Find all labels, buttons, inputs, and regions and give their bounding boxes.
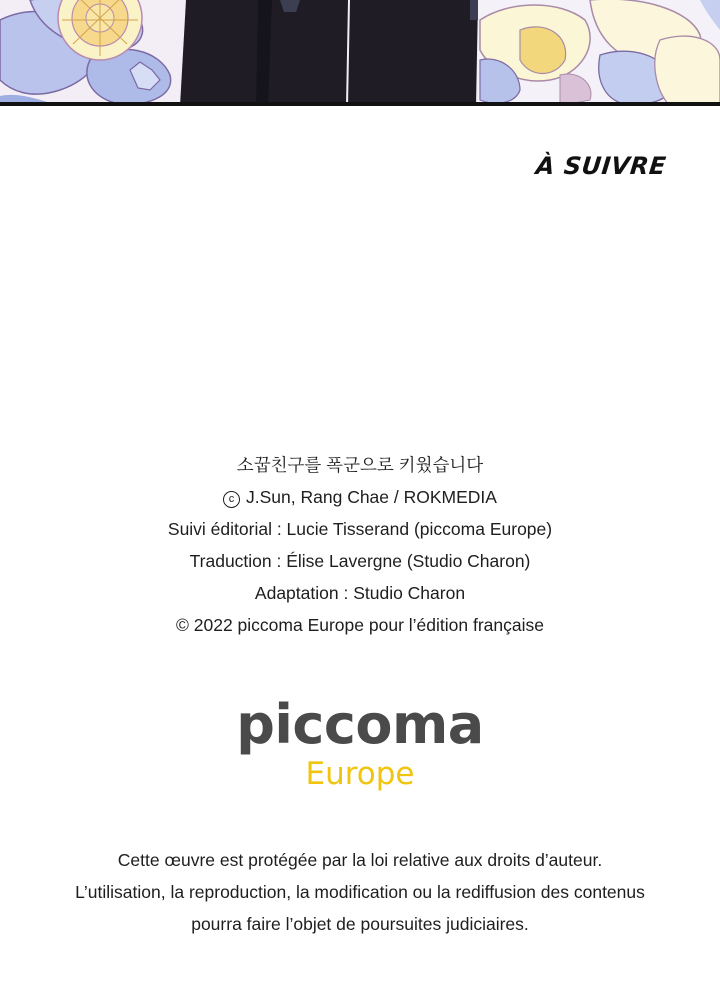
- legal-notice-line-2: L’utilisation, la reproduction, la modification ou la rediffusion des contenus: [75, 882, 645, 902]
- legal-notice-line-1: Cette œuvre est protégée par la loi relative aux droits d’auteur.: [117, 850, 603, 870]
- comic-panel-illustration: [0, 0, 720, 106]
- translation-line: Traduction : Élise Lavergne (Studio Charon): [189, 551, 531, 571]
- authors-text: J.Sun, Rang Chae / ROKMEDIA: [246, 487, 497, 507]
- copyright-icon: c: [223, 491, 240, 508]
- logo-brand: piccoma: [236, 693, 484, 756]
- korean-title: 소꿉친구를 폭군으로 키웠습니다: [236, 455, 484, 475]
- legal-notice-line-3: pourra faire l’objet de poursuites judiciaires.: [191, 914, 529, 934]
- legal-notice: [0, 844, 720, 940]
- to-be-continued-caption: À SUIVRE: [534, 152, 668, 180]
- piccoma-europe-logo: [0, 690, 720, 794]
- logo-region: Europe: [305, 756, 415, 792]
- adaptation-line: Adaptation : Studio Charon: [254, 583, 466, 603]
- flower-background-art: [0, 0, 720, 106]
- editorial-line: Suivi éditorial : Lucie Tisserand (piccoma Europe): [167, 519, 553, 539]
- edition-copyright-line: © 2022 piccoma Europe pour l’édition française: [176, 615, 544, 635]
- credits-block: [0, 449, 720, 641]
- authors-line: [0, 481, 720, 513]
